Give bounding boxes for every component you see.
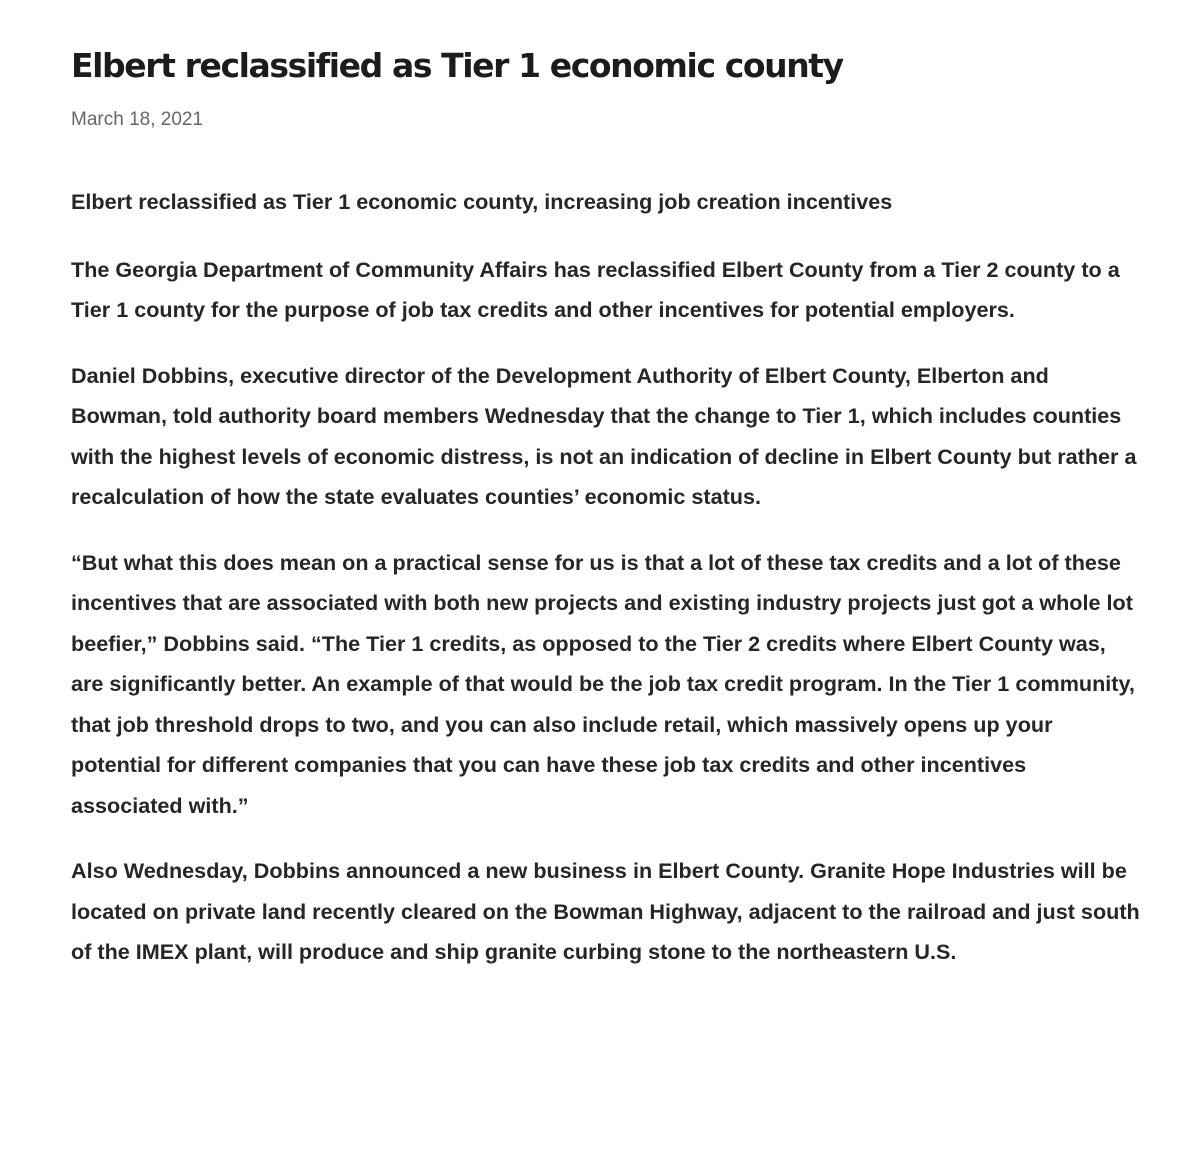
article-body [71,182,1141,973]
article-subheading: Elbert reclassified as Tier 1 economic county, increasing job creation incentives [71,189,893,214]
article [71,40,1141,998]
article-date: March 18, 2021 [71,109,204,130]
article-paragraph: Daniel Dobbins, executive director of the Development Authority of Elbert County, Elberton and Bowman, told authority board members Wednesday that the change to Tier 1, which includes counties with the highest levels of economic distress, is not an indication of decline in Elbert County but rather a recalculation of how the state evaluates counties’ economic status. [71,362,1137,509]
article-paragraph: “But what this does mean on a practical sense for us is that a lot of these tax credits and a lot of these incentives that are associated with both new projects and existing industry projects just got a whole lot beefier,” Dobbins said. “The Tier 1 credits, as opposed to the Tier 2 credits where Elbert County was, are significantly better. An example of that would be the job tax credit program. In the Tier 1 community, that job threshold drops to two, and you can also include retail, which massively opens up your potential for different companies that you can have these job tax credits and other incentives associated with.” [71,549,1135,818]
article-paragraph: Also Wednesday, Dobbins announced a new business in Elbert County. Granite Hope Industries will be located on private land recently cleared on the Bowman Highway, adjacent to the railroad and just south of the IMEX plant, will produce and ship granite curbing stone to the northeastern U.S. [71,858,1140,964]
article-paragraph: The Georgia Department of Community Affairs has reclassified Elbert County from a Tier 2 county to a Tier 1 county for the purpose of job tax credits and other incentives for potential employers. [71,256,1120,322]
article-title: Elbert reclassified as Tier 1 economic county [71,46,843,85]
